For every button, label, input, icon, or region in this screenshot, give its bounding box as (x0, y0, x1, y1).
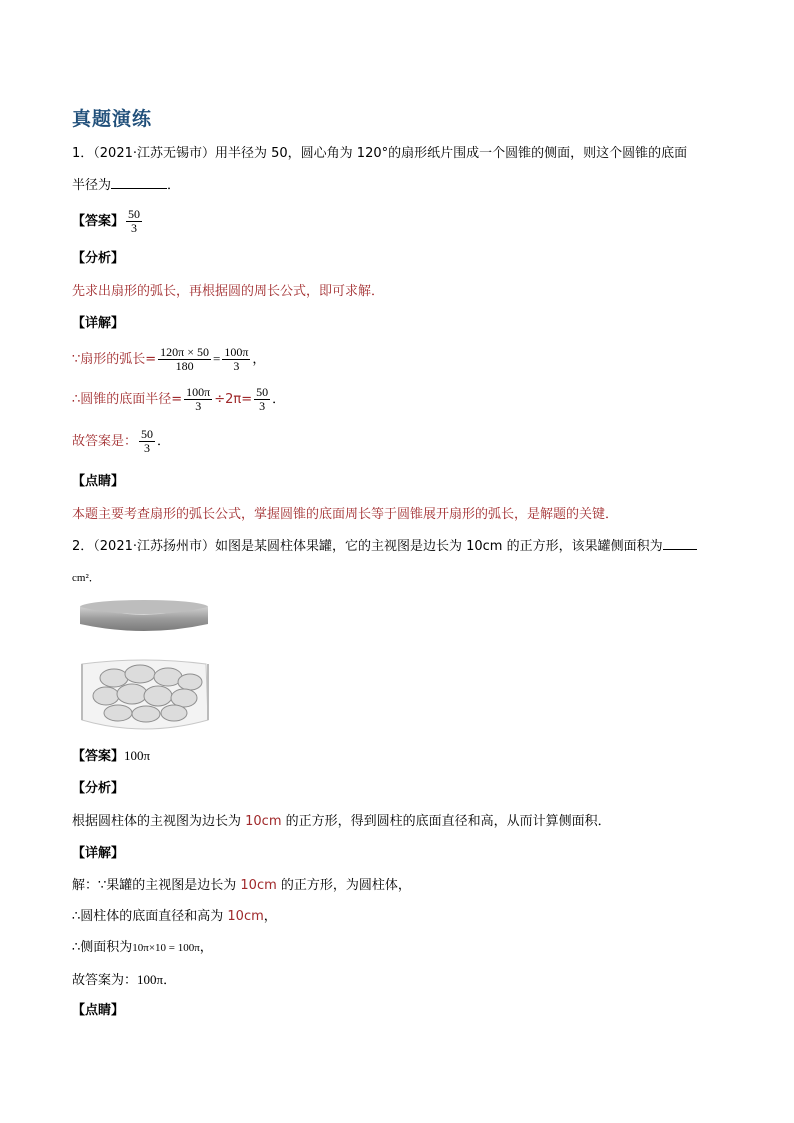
fraction-numerator: 50 (141, 427, 154, 441)
detail-text: 故答案是： (72, 434, 138, 449)
q1-answer-blank (111, 188, 167, 189)
detail-text: ， (263, 909, 277, 924)
detail-text: ∴圆柱体的底面直径和高为 (72, 909, 228, 924)
analysis-value: 10cm (245, 814, 282, 829)
q1-analysis-tag: 【分析】 (72, 251, 125, 266)
q1-detail-line3 (72, 425, 170, 459)
detail-fraction (139, 428, 155, 455)
detail-text: ÷2π= (214, 392, 253, 407)
detail-expression: 10π×10 = 100π (132, 942, 200, 954)
detail-fraction (222, 346, 250, 373)
detail-punct: ． (272, 392, 286, 407)
detail-text: ∵扇形的弧长= (72, 352, 157, 367)
detail-value: 10cm (227, 909, 264, 924)
q2-analysis-tag: 【分析】 (72, 781, 125, 796)
detail-text: ∴侧面积为 (72, 940, 133, 955)
detail-text: ， (199, 940, 213, 955)
fraction-denominator: 180 (175, 359, 194, 373)
detail-text: 解：∵果罐的主视图是边长为 (72, 878, 241, 893)
q2-answer-value: 100π (124, 748, 151, 763)
q1-answer-line (72, 205, 144, 239)
q2-stem-text: 2．（2021·江苏扬州市）如图是某圆柱体果罐，它的主视图是边长为 10cm 的正方形，该果罐侧面积为 (72, 539, 663, 554)
q1-detail-line2 (72, 383, 285, 417)
detail-text: 故答案为： (72, 973, 138, 988)
q1-detail-line1 (72, 342, 265, 377)
analysis-text: 根据圆柱体的主视图为边长为 (72, 814, 246, 829)
q1-stem-line1: 1．（2021·江苏无锡市）用半径为 50，圆心角为 120°的扇形纸片围成一个圆锥的侧面，则这个圆锥的底面 (72, 146, 688, 161)
q1-comment-text: 本题主要考查扇形的弧长公式，掌握圆锥的底面周长等于圆锥展开扇形的弧长，是解题的关键． (72, 507, 619, 522)
detail-fraction (184, 386, 212, 413)
q1-analysis-text: 先求出扇形的弧长，再根据圆的周长公式，即可求解． (72, 284, 385, 299)
q2-detail-line4 (72, 971, 176, 990)
fraction-numerator: 50 (256, 385, 269, 399)
q2-stem-line1 (72, 538, 697, 556)
q2-detail-line2 (72, 908, 277, 926)
equals-sign: = (213, 351, 221, 366)
q1-detail-tag: 【详解】 (72, 316, 125, 331)
detail-fraction (254, 386, 270, 413)
q2-analysis-text (72, 813, 611, 831)
fraction-denominator: 3 (144, 441, 151, 455)
detail-value: 100π (137, 972, 164, 987)
q1-stem-text: 半径为 (72, 178, 112, 193)
detail-text: ∴圆锥的底面半径= (72, 392, 183, 407)
fraction-denominator: 3 (131, 221, 138, 235)
detail-fraction (158, 346, 211, 373)
fraction-numerator: 120π × 50 (160, 345, 209, 359)
detail-punct: ． (157, 434, 171, 449)
q1-answer-tag: 【答案】 (72, 214, 125, 229)
fraction-denominator: 3 (195, 399, 202, 413)
analysis-text: 的正方形，得到圆柱的底面直径和高，从而计算侧面积． (281, 814, 611, 829)
q2-answer-tag: 【答案】 (72, 749, 125, 764)
q2-answer-line (72, 747, 150, 766)
q1-stem-end: ． (167, 178, 181, 193)
q2-answer-blank (663, 549, 697, 550)
fruit-jar-image (78, 598, 212, 738)
q2-detail-tag: 【详解】 (72, 846, 125, 861)
detail-value: 10cm (240, 878, 277, 893)
q2-stem-line2: cm²． (72, 572, 100, 584)
q2-comment-tag: 【点睛】 (72, 1003, 125, 1018)
q1-answer-fraction (126, 208, 142, 235)
fraction-denominator: 3 (259, 399, 266, 413)
fraction-numerator: 100π (224, 345, 249, 359)
detail-text: ． (163, 973, 177, 988)
section-heading: 真题演练 (72, 108, 153, 130)
fraction-numerator: 100π (186, 385, 211, 399)
fraction-numerator: 50 (128, 207, 141, 221)
q1-stem-line2 (72, 177, 180, 195)
q2-detail-line3 (72, 939, 213, 957)
q1-comment-tag: 【点睛】 (72, 474, 125, 489)
detail-punct: ， (252, 352, 266, 367)
q2-detail-line1 (72, 877, 411, 895)
fraction-denominator: 3 (233, 359, 240, 373)
detail-text: 的正方形，为圆柱体， (276, 878, 411, 893)
